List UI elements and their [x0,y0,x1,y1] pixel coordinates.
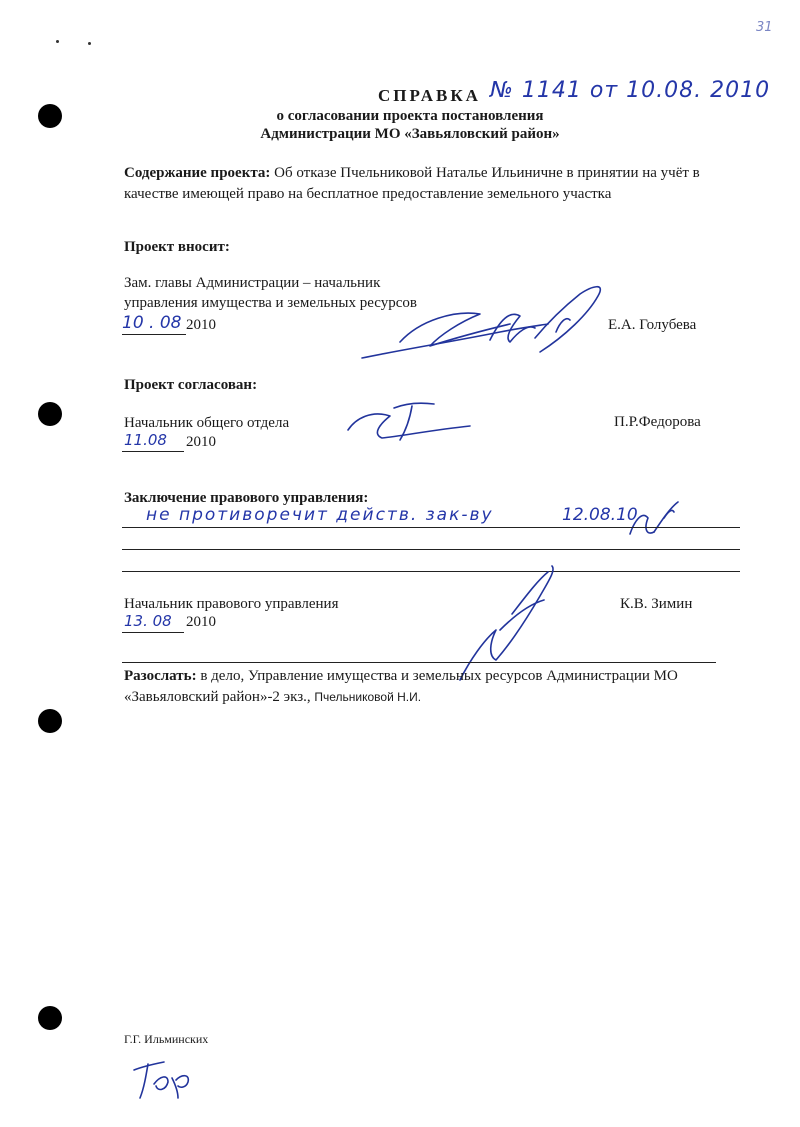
legal-date-line [122,632,184,633]
legal-name: К.В. Зимин [620,596,693,612]
approval-position: Начальник общего отдела [124,415,290,431]
approval-year: 2010 [186,434,216,450]
legal-line-2 [122,549,740,550]
legal-date-handwritten: 13. 08 [124,612,172,630]
approval-name: П.Р.Федорова [614,414,701,430]
binder-hole-3 [38,709,62,733]
scan-speck [88,42,91,45]
approval-date-line [122,451,184,452]
distribution-text-2-extra: Пчельниковой Н.И. [314,690,422,704]
submitter-position-1: Зам. главы Администрации – начальник [124,275,381,291]
distribution-block [124,668,744,685]
legal-year: 2010 [186,614,216,630]
page-number-mark: 31 [756,20,773,35]
legal-conclusion-handwritten: не противоречит действ. зак-ву [146,505,494,525]
submitter-year: 2010 [186,317,216,333]
distribution-text-1: в дело, Управление имущества и земельных ресурсов Администрации МО [200,668,678,684]
signature-golubeva [360,280,620,370]
legal-position: Начальник правового управления [124,596,339,612]
submitter-date-handwritten: 10 . 08 [122,313,182,333]
approval-date-handwritten: 11.08 [124,431,167,449]
document-title: СПРАВКА [378,86,481,105]
document-subtitle-2: Администрации МО «Завьяловский район» [260,126,560,142]
legal-bottom-line [122,662,716,663]
binder-hole-2 [38,402,62,426]
legal-line-1 [122,527,740,528]
signature-fedorova [342,400,482,450]
approval-heading: Проект согласован: [124,377,258,393]
submitter-position-2: управления имущества и земельных ресурсов [124,295,417,311]
content-label: Содержание проекта: [124,165,271,181]
submitter-date-line [122,334,186,335]
distribution-text-2: «Завьяловский район»-2 экз., [124,689,311,705]
distribution-line-2 [124,689,421,706]
legal-conclusion-date: 12.08.10 [562,505,638,525]
scan-speck [56,40,59,43]
binder-hole-1 [38,104,62,128]
signature-legal-initial [624,498,684,542]
binder-hole-4 [38,1006,62,1030]
content-text-2: качестве имеющей право на бесплатное предоставление земельного участка [124,186,612,202]
project-content [124,165,744,182]
document-subtitle-1: о согласовании проекта постановления [276,108,544,124]
distribution-label: Разослать: [124,668,197,684]
legal-heading: Заключение правового управления: [124,490,369,506]
legal-line-3 [122,571,740,572]
author-name: Г.Г. Ильминских [124,1032,209,1046]
content-text-1: Об отказе Пчельниковой Наталье Ильиничне в принятии на учёт в [274,165,700,181]
document-number: № 1141 от 10.08. 2010 [490,78,771,103]
submitter-heading: Проект вносит: [124,239,230,255]
author-initials [128,1056,198,1102]
submitter-name: Е.А. Голубева [608,317,697,333]
